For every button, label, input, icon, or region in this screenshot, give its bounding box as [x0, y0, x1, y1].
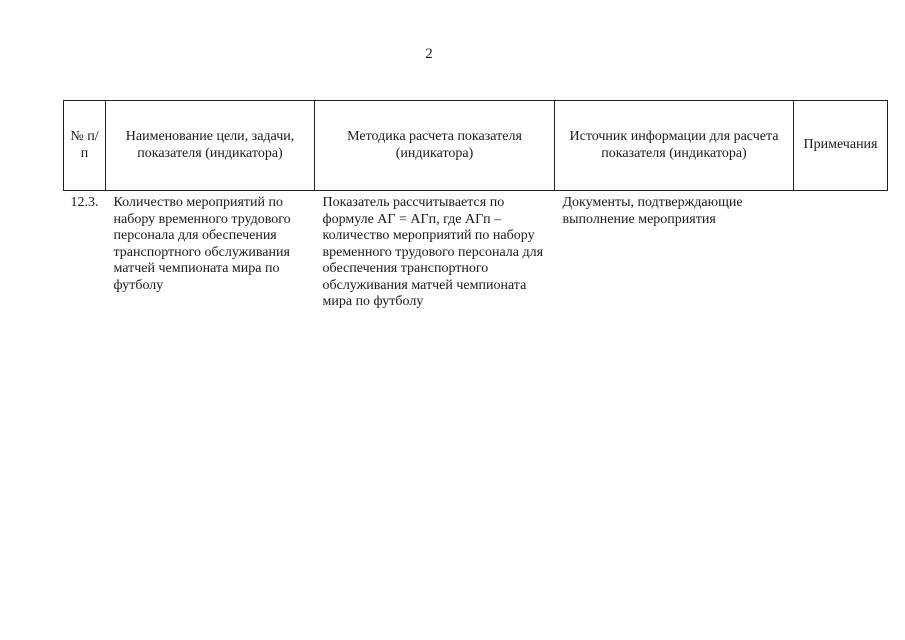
- row-notes: [794, 191, 888, 311]
- row-name: Количество мероприятий по набору временного трудового персонала для обеспечения транспортного обслуживания матчей чемпионата мира по футболу: [113, 195, 291, 293]
- table-row: [64, 191, 888, 311]
- header-name: Наименование цели, задачи, показателя (индикатора): [106, 101, 315, 191]
- table-header: [64, 101, 888, 191]
- row-method: Показатель рассчитывается по формуле АГ = АГп, где АГп – количество мероприятий по набору временного трудового персонала для обеспечения транспортного обслуживания матчей чемпионата мира по футболу: [322, 195, 544, 309]
- table-body: [64, 191, 888, 311]
- page-number: 2: [425, 46, 433, 62]
- header-method: Методика расчета показателя (индикатора): [315, 101, 555, 191]
- header-source: Источник информации для расчета показателя (индикатора): [555, 101, 794, 191]
- row-number: 12.3.: [70, 195, 99, 210]
- indicators-table: [63, 100, 888, 311]
- header-number: № п/п: [64, 101, 106, 191]
- header-row: [64, 101, 888, 191]
- header-notes: Примечания: [794, 101, 888, 191]
- row-source: Документы, подтверждающие выполнение мероприятия: [562, 195, 743, 227]
